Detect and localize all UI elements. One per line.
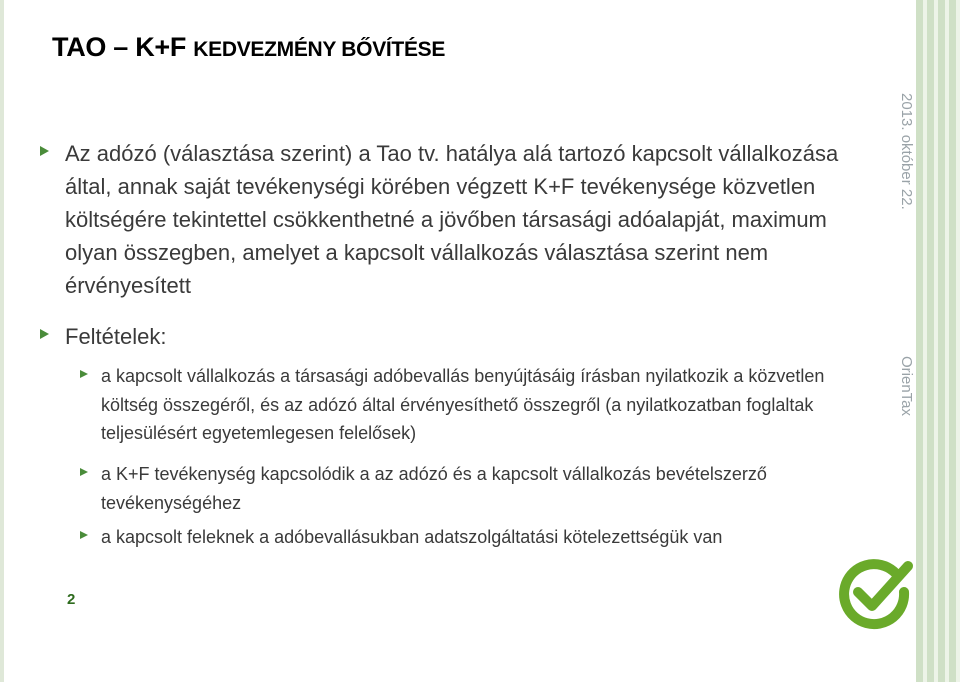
bullet-item bbox=[40, 320, 860, 353]
bullet-arrow-icon bbox=[40, 146, 49, 156]
bullet-arrow-icon bbox=[40, 329, 49, 339]
slide-title bbox=[52, 32, 445, 63]
title-caps: KEDVEZMÉNY BŐVÍTÉSE bbox=[193, 38, 446, 61]
check-circle-icon bbox=[836, 552, 916, 632]
left-edge-band bbox=[0, 0, 4, 682]
sub-bullet-arrow-icon bbox=[80, 370, 88, 378]
sub-bullet-arrow-icon bbox=[80, 468, 88, 476]
page-number: 2 bbox=[67, 591, 76, 608]
bullet-item bbox=[40, 137, 860, 302]
side-brand: OrienTax bbox=[898, 356, 915, 417]
sub-bullet-arrow-icon bbox=[80, 531, 88, 539]
sub-bullet-text: a K+F tevékenység kapcsolódik a az adózó és a kapcsolt vállalkozás bevételszerző tevékenységéhez bbox=[101, 464, 767, 513]
title-main: TAO – K+F bbox=[52, 32, 187, 62]
sub-bullet-item bbox=[80, 523, 870, 552]
side-date: 2013. október 22. bbox=[898, 93, 915, 210]
sub-bullet-text: a kapcsolt vállalkozás a társasági adóbevallás benyújtásáig írásban nyilatkozik a közvetlen költség összegéről, és az adózó által érvényesíthető összegről (a nyilatkozatban foglaltak teljesülésért egyetemlegesen felelősek) bbox=[101, 366, 825, 443]
sub-bullet-item bbox=[80, 460, 870, 517]
sub-bullet-text: a kapcsolt feleknek a adóbevallásukban adatszolgáltatási kötelezettségük van bbox=[101, 527, 723, 547]
bullet-text: Feltételek: bbox=[65, 324, 167, 349]
sub-bullet-item bbox=[80, 362, 870, 448]
bullet-text: Az adózó (választása szerint) a Tao tv. hatálya alá tartozó kapcsolt vállalkozása által, annak saját tevékenységi körében végzett K+F tevékenysége közvetlen költségére tekintettel csökkenthetné a jövőben társasági adóalapját, maximum olyan összegben, amelyet a kapcsolt vállalkozás választása szerint nem érvényesített bbox=[65, 141, 839, 298]
decorative-stripes bbox=[916, 0, 960, 682]
